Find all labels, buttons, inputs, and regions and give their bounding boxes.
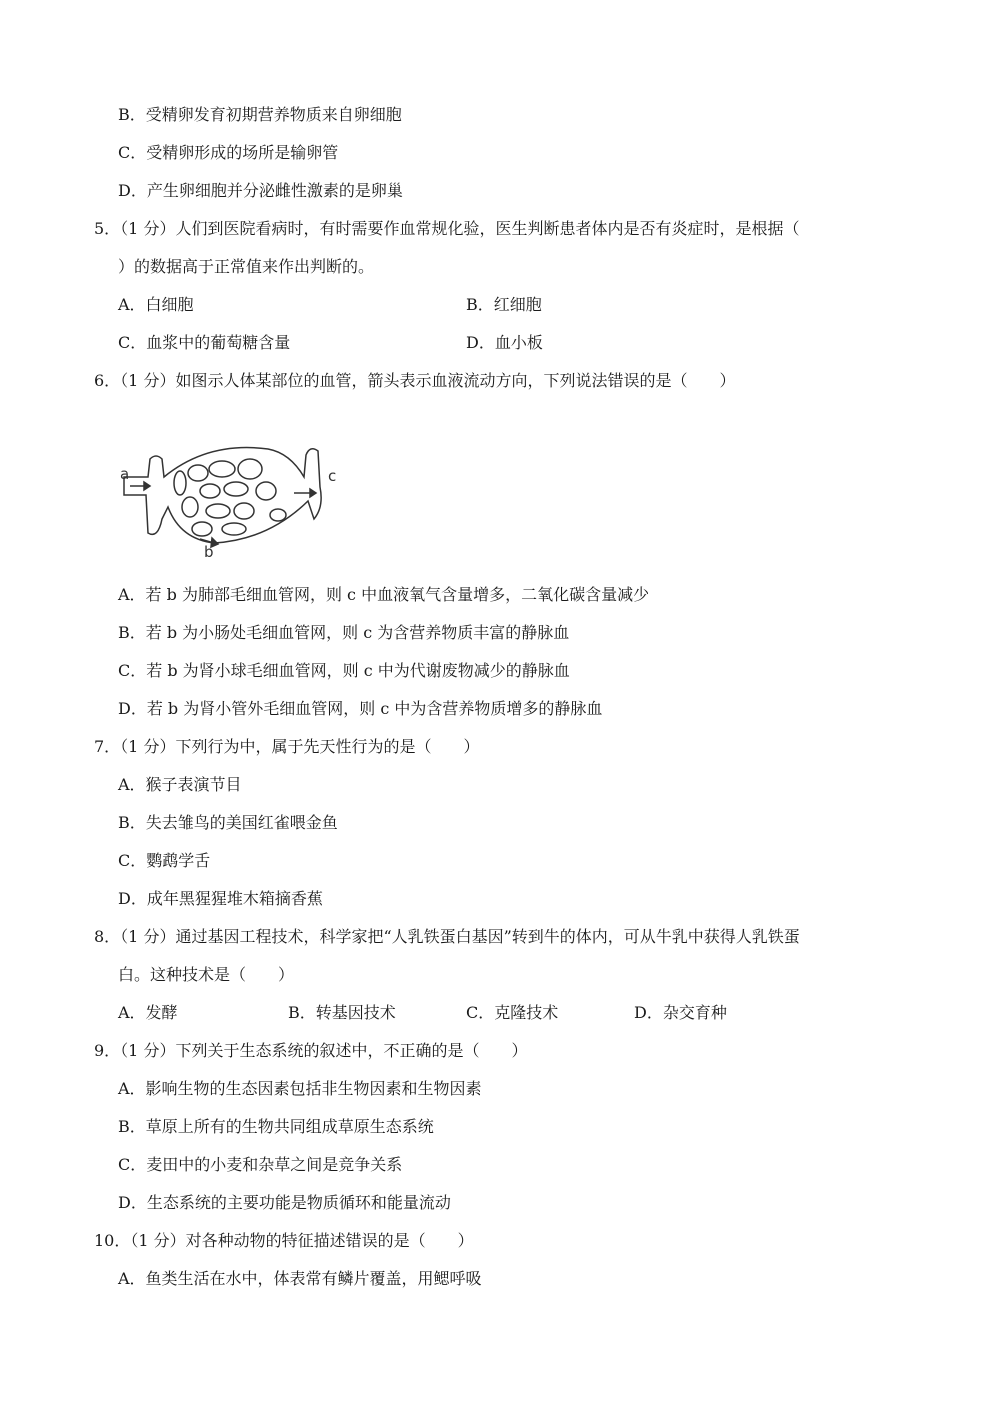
q6-option-c[interactable]: C．若 b 为肾小球毛细血管网，则 c 中为代谢废物减少的静脉血 (118, 661, 570, 680)
q8-option-d[interactable]: D．杂交育种 (634, 1003, 727, 1022)
q8-option-b[interactable]: B．转基因技术 (288, 1003, 396, 1022)
q5-option-a[interactable]: A．白细胞 (118, 295, 194, 314)
q7-option-b[interactable]: B．失去雏鸟的美国红雀喂金鱼 (118, 813, 338, 832)
q8-stem-line2: 白。这种技术是（ ） (118, 965, 295, 984)
q8-option-c[interactable]: C．克隆技术 (466, 1003, 559, 1022)
q9-option-a[interactable]: A．影响生物的生态因素包括非生物因素和生物因素 (118, 1079, 482, 1098)
q5-option-c[interactable]: C．血浆中的葡萄糖含量 (118, 333, 291, 352)
q6-option-a[interactable]: A．若 b 为肺部毛细血管网，则 c 中血液氧气含量增多，二氧化碳含量减少 (118, 585, 650, 604)
q8-option-a[interactable]: A．发酵 (118, 1003, 178, 1022)
label-a: a (120, 465, 130, 483)
q7-option-d[interactable]: D．成年黑猩猩堆木箱摘香蕉 (118, 889, 323, 908)
q5-option-d[interactable]: D．血小板 (466, 333, 543, 352)
q5-stem-line1: 5．（1 分）人们到医院看病时，有时需要作血常规化验，医生判断患者体内是否有炎症时，是根据（ (94, 219, 800, 238)
q9-option-c[interactable]: C．麦田中的小麦和杂草之间是竞争关系 (118, 1155, 403, 1174)
q10-stem: 10．（1 分）对各种动物的特征描述错误的是（ ） (94, 1231, 474, 1250)
q7-option-c[interactable]: C．鹦鹉学舌 (118, 851, 211, 870)
q8-stem-line1: 8．（1 分）通过基因工程技术，科学家把“人乳铁蛋白基因”转到牛的体内，可从牛乳中获得人乳铁蛋 (94, 927, 800, 946)
q9-stem: 9．（1 分）下列关于生态系统的叙述中，不正确的是（ ） (94, 1041, 528, 1060)
q6-option-d[interactable]: D．若 b 为肾小管外毛细血管网，则 c 中为含营养物质增多的静脉血 (118, 699, 603, 718)
q6-stem: 6．（1 分）如图示人体某部位的血管，箭头表示血液流动方向，下列说法错误的是（ ） (94, 371, 736, 390)
blood-vessel-figure (118, 435, 348, 560)
q6-option-b[interactable]: B．若 b 为小肠处毛细血管网，则 c 为含营养物质丰富的静脉血 (118, 623, 570, 642)
q9-option-d[interactable]: D．生态系统的主要功能是物质循环和能量流动 (118, 1193, 451, 1212)
label-b: b (204, 543, 214, 560)
q10-option-a[interactable]: A．鱼类生活在水中，体表常有鳞片覆盖，用鳃呼吸 (118, 1269, 482, 1288)
q7-stem: 7．（1 分）下列行为中，属于先天性行为的是（ ） (94, 737, 480, 756)
q7-option-a[interactable]: A．猴子表演节目 (118, 775, 242, 794)
q9-option-b[interactable]: B．草原上所有的生物共同组成草原生态系统 (118, 1117, 434, 1136)
label-c: c (328, 467, 337, 485)
q4-option-c[interactable]: C．受精卵形成的场所是输卵管 (118, 143, 339, 162)
q5-stem-line2: ）的数据高于正常值来作出判断的。 (118, 257, 375, 276)
q4-option-b[interactable]: B．受精卵发育初期营养物质来自卵细胞 (118, 105, 402, 124)
q4-option-d[interactable]: D．产生卵细胞并分泌雌性激素的是卵巢 (118, 181, 403, 200)
q5-option-b[interactable]: B．红细胞 (466, 295, 542, 314)
